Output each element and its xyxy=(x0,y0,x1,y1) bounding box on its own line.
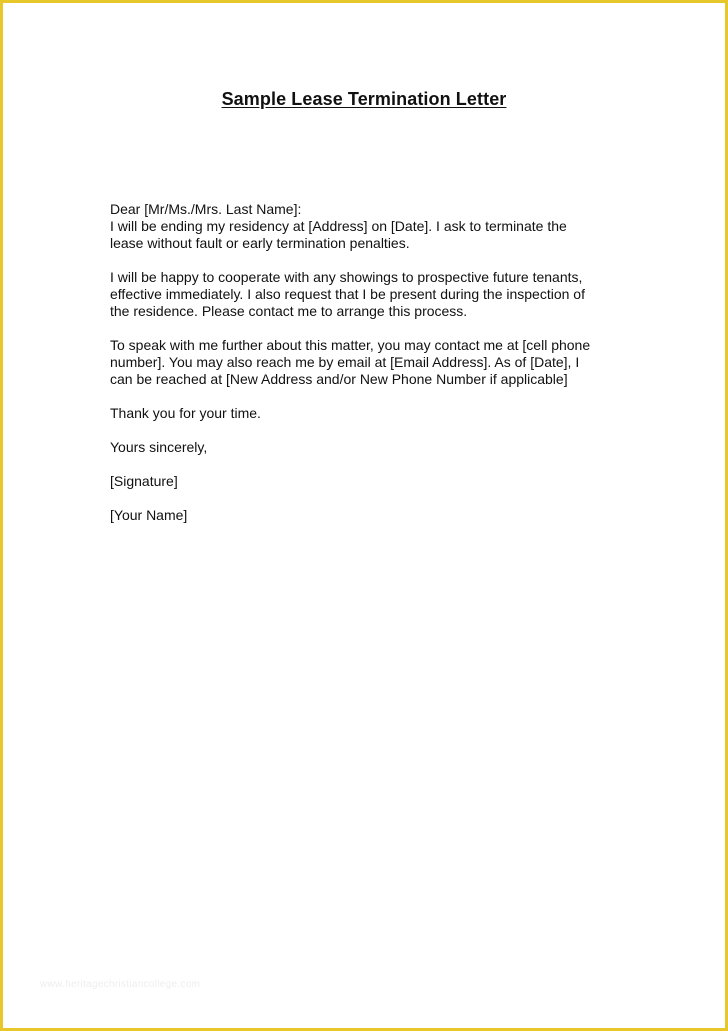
thanks-line: Thank you for your time. xyxy=(110,405,261,421)
paragraph-line: can be reached at [New Address and/or New Phone Number if applicable] xyxy=(110,371,568,387)
document-title: Sample Lease Termination Letter xyxy=(221,89,507,109)
paragraph-ending-residency xyxy=(110,218,630,252)
signature-placeholder: [Signature] xyxy=(110,473,178,489)
paragraph-line: number]. You may also reach me by email at [Email Address]. As of [Date], I xyxy=(110,354,580,370)
paragraph-cooperation xyxy=(110,269,630,320)
paragraph-line: effective immediately. I also request that I be present during the inspection of xyxy=(110,286,585,302)
name-placeholder: [Your Name] xyxy=(110,507,188,523)
closing-line: Yours sincerely, xyxy=(110,439,208,455)
paragraph-line: lease without fault or early termination penalties. xyxy=(110,235,410,251)
salutation: Dear [Mr/Ms./Mrs. Last Name]: xyxy=(110,201,302,217)
paragraph-line: I will be happy to cooperate with any showings to prospective future tenants, xyxy=(110,269,583,285)
watermark-text: www.heritagechristiancollege.com xyxy=(40,979,201,990)
paragraph-line: To speak with me further about this matter, you may contact me at [cell phone xyxy=(110,337,591,353)
paragraph-line: the residence. Please contact me to arrange this process. xyxy=(110,303,468,319)
paragraph-line: I will be ending my residency at [Address] on [Date]. I ask to terminate the xyxy=(110,218,567,234)
paragraph-contact xyxy=(110,337,630,388)
letter-body xyxy=(110,201,630,541)
